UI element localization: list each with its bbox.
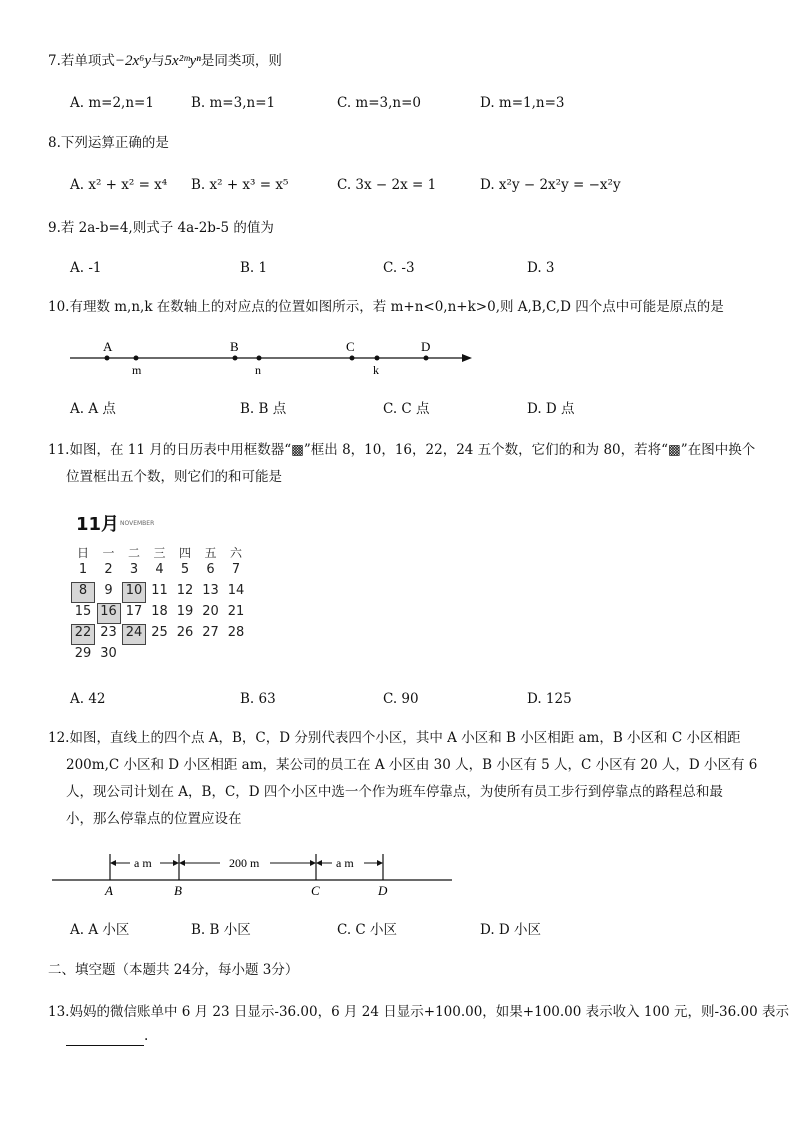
point-c-label: C	[311, 883, 320, 898]
label-k: k	[373, 363, 379, 377]
calendar-day	[98, 646, 120, 665]
q13-answer-line	[66, 1026, 148, 1046]
calendar-day	[149, 604, 171, 623]
calendar-day-number: 9	[104, 583, 113, 598]
label-a: A	[103, 339, 113, 354]
q8-stem: 8.下列运算正确的是	[48, 135, 169, 151]
calendar-day-number: 20	[202, 604, 219, 619]
q12-stem-line1: 12.如图，直线上的四个点 A，B，C，D 分别代表四个小区，其中 A 小区和 B 小区相距 am，B 小区和 C 小区相距	[48, 730, 741, 746]
point-b-label: B	[174, 883, 182, 898]
q13-answer-blank[interactable]	[66, 1031, 144, 1046]
calendar-weekday: 二	[127, 546, 140, 560]
calendar-day-number: 4	[155, 562, 164, 577]
calendar-day-number: 30	[100, 646, 117, 661]
calendar-day	[98, 625, 120, 644]
arrow-left-icon	[110, 860, 116, 866]
calendar-day-number: 22	[74, 625, 92, 640]
calendar-day-number: 18	[151, 604, 168, 619]
q7-option-b[interactable]: B. m=3,n=1	[191, 95, 276, 111]
segment-cd-label: a m	[336, 856, 354, 870]
q12-option-c[interactable]: C. C 小区	[337, 922, 398, 938]
calendar-day	[174, 625, 196, 644]
q11-option-a[interactable]: A. 42	[70, 691, 106, 707]
q10-option-d[interactable]: D. D 点	[527, 401, 575, 417]
q11-option-c[interactable]: C. 90	[383, 691, 419, 707]
calendar-day-number: 12	[176, 583, 194, 598]
q7-expr1: −2x⁶y	[114, 53, 152, 69]
q12-stem-line2: 200m,C 小区和 D 小区相距 am，某公司的员工在 A 小区由 30 人，B 小区有 5 人，C 小区有 20 人，D 小区有 6	[66, 757, 758, 773]
calendar-day-number: 3	[129, 562, 139, 577]
calendar-day	[72, 646, 94, 665]
point-a	[105, 356, 110, 361]
calendar-day-number: 8	[78, 583, 88, 598]
segment-ab-label: a m	[134, 856, 152, 870]
q7-stem	[48, 51, 282, 71]
calendar-day	[200, 625, 222, 644]
q10-option-a[interactable]: A. A 点	[70, 401, 116, 417]
q12-stem-line4: 小，那么停靠点的位置应设在	[66, 811, 242, 827]
point-n	[257, 356, 262, 361]
q13-blank-end: .	[144, 1028, 149, 1044]
calendar-day-number: 14	[227, 583, 245, 598]
q11-calendar	[72, 510, 252, 670]
calendar-day	[174, 583, 196, 602]
calendar-day	[200, 583, 222, 602]
q9-option-d[interactable]: D. 3	[527, 260, 555, 276]
calendar-day-number: 16	[100, 604, 117, 619]
calendar-day-number: 21	[227, 604, 245, 619]
calendar-day	[225, 604, 247, 623]
q12-stem-line3: 人，现公司计划在 A，B，C，D 四个小区中选一个作为班车停靠点，为使所有员工步行到停靠点的路程总和最	[66, 784, 723, 800]
calendar-day	[123, 604, 145, 623]
arrow-right-icon	[173, 860, 179, 866]
q9-option-c[interactable]: C. -3	[383, 260, 415, 276]
calendar-weekday: 日	[76, 546, 89, 560]
calendar-day-number: 28	[227, 625, 245, 640]
calendar-day	[72, 562, 94, 581]
label-d: D	[421, 339, 431, 354]
calendar-day	[149, 583, 171, 602]
arrow-left-icon	[316, 860, 322, 866]
label-b: B	[230, 339, 239, 354]
calendar-day-number: 7	[231, 562, 241, 577]
calendar-day	[225, 562, 247, 581]
calendar-day	[72, 625, 94, 644]
calendar-day	[149, 625, 171, 644]
q8-option-d[interactable]: D. x²y − 2x²y = −x²y	[480, 177, 621, 193]
q13-stem-line1: 13.妈妈的微信账单中 6 月 23 日显示-36.00，6 月 24 日显示+100.00，如果+100.00 表示收入 100 元，则-36.00 表示	[48, 1004, 789, 1020]
q12-option-b[interactable]: B. B 小区	[191, 922, 251, 938]
q8-option-a[interactable]: A. x² + x² = x⁴	[70, 177, 168, 193]
q11-stem-line1: 11.如图，在 11 月的日历表中用框数器“▩”框出 8，10，16，22，24 五个数，它们的和为 80，若将“▩”在图中换个	[48, 442, 756, 458]
calendar-weekday: 四	[178, 546, 191, 560]
calendar-day	[98, 562, 120, 581]
calendar-weekday: 六	[229, 546, 242, 560]
q8-option-b[interactable]: B. x² + x³ = x⁵	[191, 177, 289, 193]
calendar-day-number: 29	[74, 646, 92, 661]
q10-number-line	[60, 334, 480, 382]
calendar-day	[200, 562, 222, 581]
q7-option-c[interactable]: C. m=3,n=0	[337, 95, 422, 111]
q9-option-b[interactable]: B. 1	[240, 260, 268, 276]
calendar-day	[225, 625, 247, 644]
label-n: n	[255, 363, 261, 377]
q7-option-d[interactable]: D. m=1,n=3	[480, 95, 565, 111]
calendar-day	[200, 604, 222, 623]
label-m: m	[132, 363, 142, 377]
calendar-day	[72, 604, 94, 623]
q10-option-b[interactable]: B. B 点	[240, 401, 287, 417]
arrow-right-icon	[310, 860, 316, 866]
calendar-day-number: 25	[151, 625, 168, 640]
point-d-label: D	[378, 883, 388, 898]
q12-option-d[interactable]: D. D 小区	[480, 922, 542, 938]
label-c: C	[346, 339, 355, 354]
point-b	[233, 356, 238, 361]
calendar-day	[123, 625, 145, 644]
calendar-day-number: 23	[100, 625, 117, 640]
q7-stem-prefix: 7.若单项式	[48, 53, 115, 69]
calendar-weekday: 三	[153, 546, 166, 560]
arrow-left-icon	[179, 860, 185, 866]
point-a-label: A	[105, 883, 113, 898]
q11-option-b[interactable]: B. 63	[240, 691, 276, 707]
calendar-day-number: 15	[74, 604, 92, 619]
calendar-day-number: 17	[125, 604, 143, 619]
calendar-day	[98, 604, 120, 623]
calendar-subtitle: NOVEMBER	[120, 520, 155, 527]
segment-bc-label: 200 m	[229, 856, 260, 870]
calendar-day	[174, 604, 196, 623]
calendar-weekday: 一	[102, 546, 115, 560]
number-line-arrow-icon	[462, 354, 472, 362]
calendar-day-number: 2	[104, 562, 113, 577]
calendar-day-number: 26	[176, 625, 194, 640]
calendar-day	[98, 583, 120, 602]
arrow-right-icon	[377, 860, 383, 866]
point-m	[134, 356, 139, 361]
point-k	[375, 356, 380, 361]
q10-option-c[interactable]: C. C 点	[383, 401, 430, 417]
q12-option-a[interactable]: A. A 小区	[70, 922, 130, 938]
calendar-weekday: 五	[204, 546, 217, 560]
calendar-day-number: 1	[78, 562, 88, 577]
calendar-day	[123, 583, 145, 602]
calendar-day-number: 19	[176, 604, 194, 619]
q8-option-c[interactable]: C. 3x − 2x = 1	[337, 177, 437, 193]
calendar-day	[72, 583, 94, 602]
point-d	[424, 356, 429, 361]
q9-stem: 9.若 2a-b=4,则式子 4a-2b-5 的值为	[48, 220, 274, 236]
calendar-day-number: 13	[202, 583, 219, 598]
q7-expr2: 5x²ᵐyⁿ	[164, 53, 201, 69]
q7-stem-suffix: 是同类项，则	[200, 53, 282, 69]
calendar-day-number: 6	[206, 562, 215, 577]
q9-option-a[interactable]: A. -1	[70, 260, 102, 276]
calendar-day-number: 10	[125, 583, 143, 598]
q7-option-a[interactable]: A. m=2,n=1	[70, 95, 154, 111]
point-c	[350, 356, 355, 361]
q12-distance-diagram	[52, 848, 454, 898]
q11-option-d[interactable]: D. 125	[527, 691, 572, 707]
calendar-day-number: 11	[151, 583, 168, 598]
q11-stem-line2: 位置框出五个数，则它们的和可能是	[66, 469, 282, 485]
q7-mid: 与	[151, 53, 165, 69]
section2-title: 二、填空题（本题共 24分，每小题 3分）	[48, 962, 299, 978]
calendar-day-number: 24	[125, 625, 143, 640]
calendar-title: 11月	[76, 514, 120, 535]
calendar-day	[225, 583, 247, 602]
calendar-day	[149, 562, 171, 581]
calendar-day-number: 27	[202, 625, 219, 640]
q10-stem: 10.有理数 m,n,k 在数轴上的对应点的位置如图所示，若 m+n<0,n+k>0,则 A,B,C,D 四个点中可能是原点的是	[48, 299, 724, 315]
calendar-day	[174, 562, 196, 581]
calendar-day-number: 5	[180, 562, 190, 577]
calendar-day	[123, 562, 145, 581]
